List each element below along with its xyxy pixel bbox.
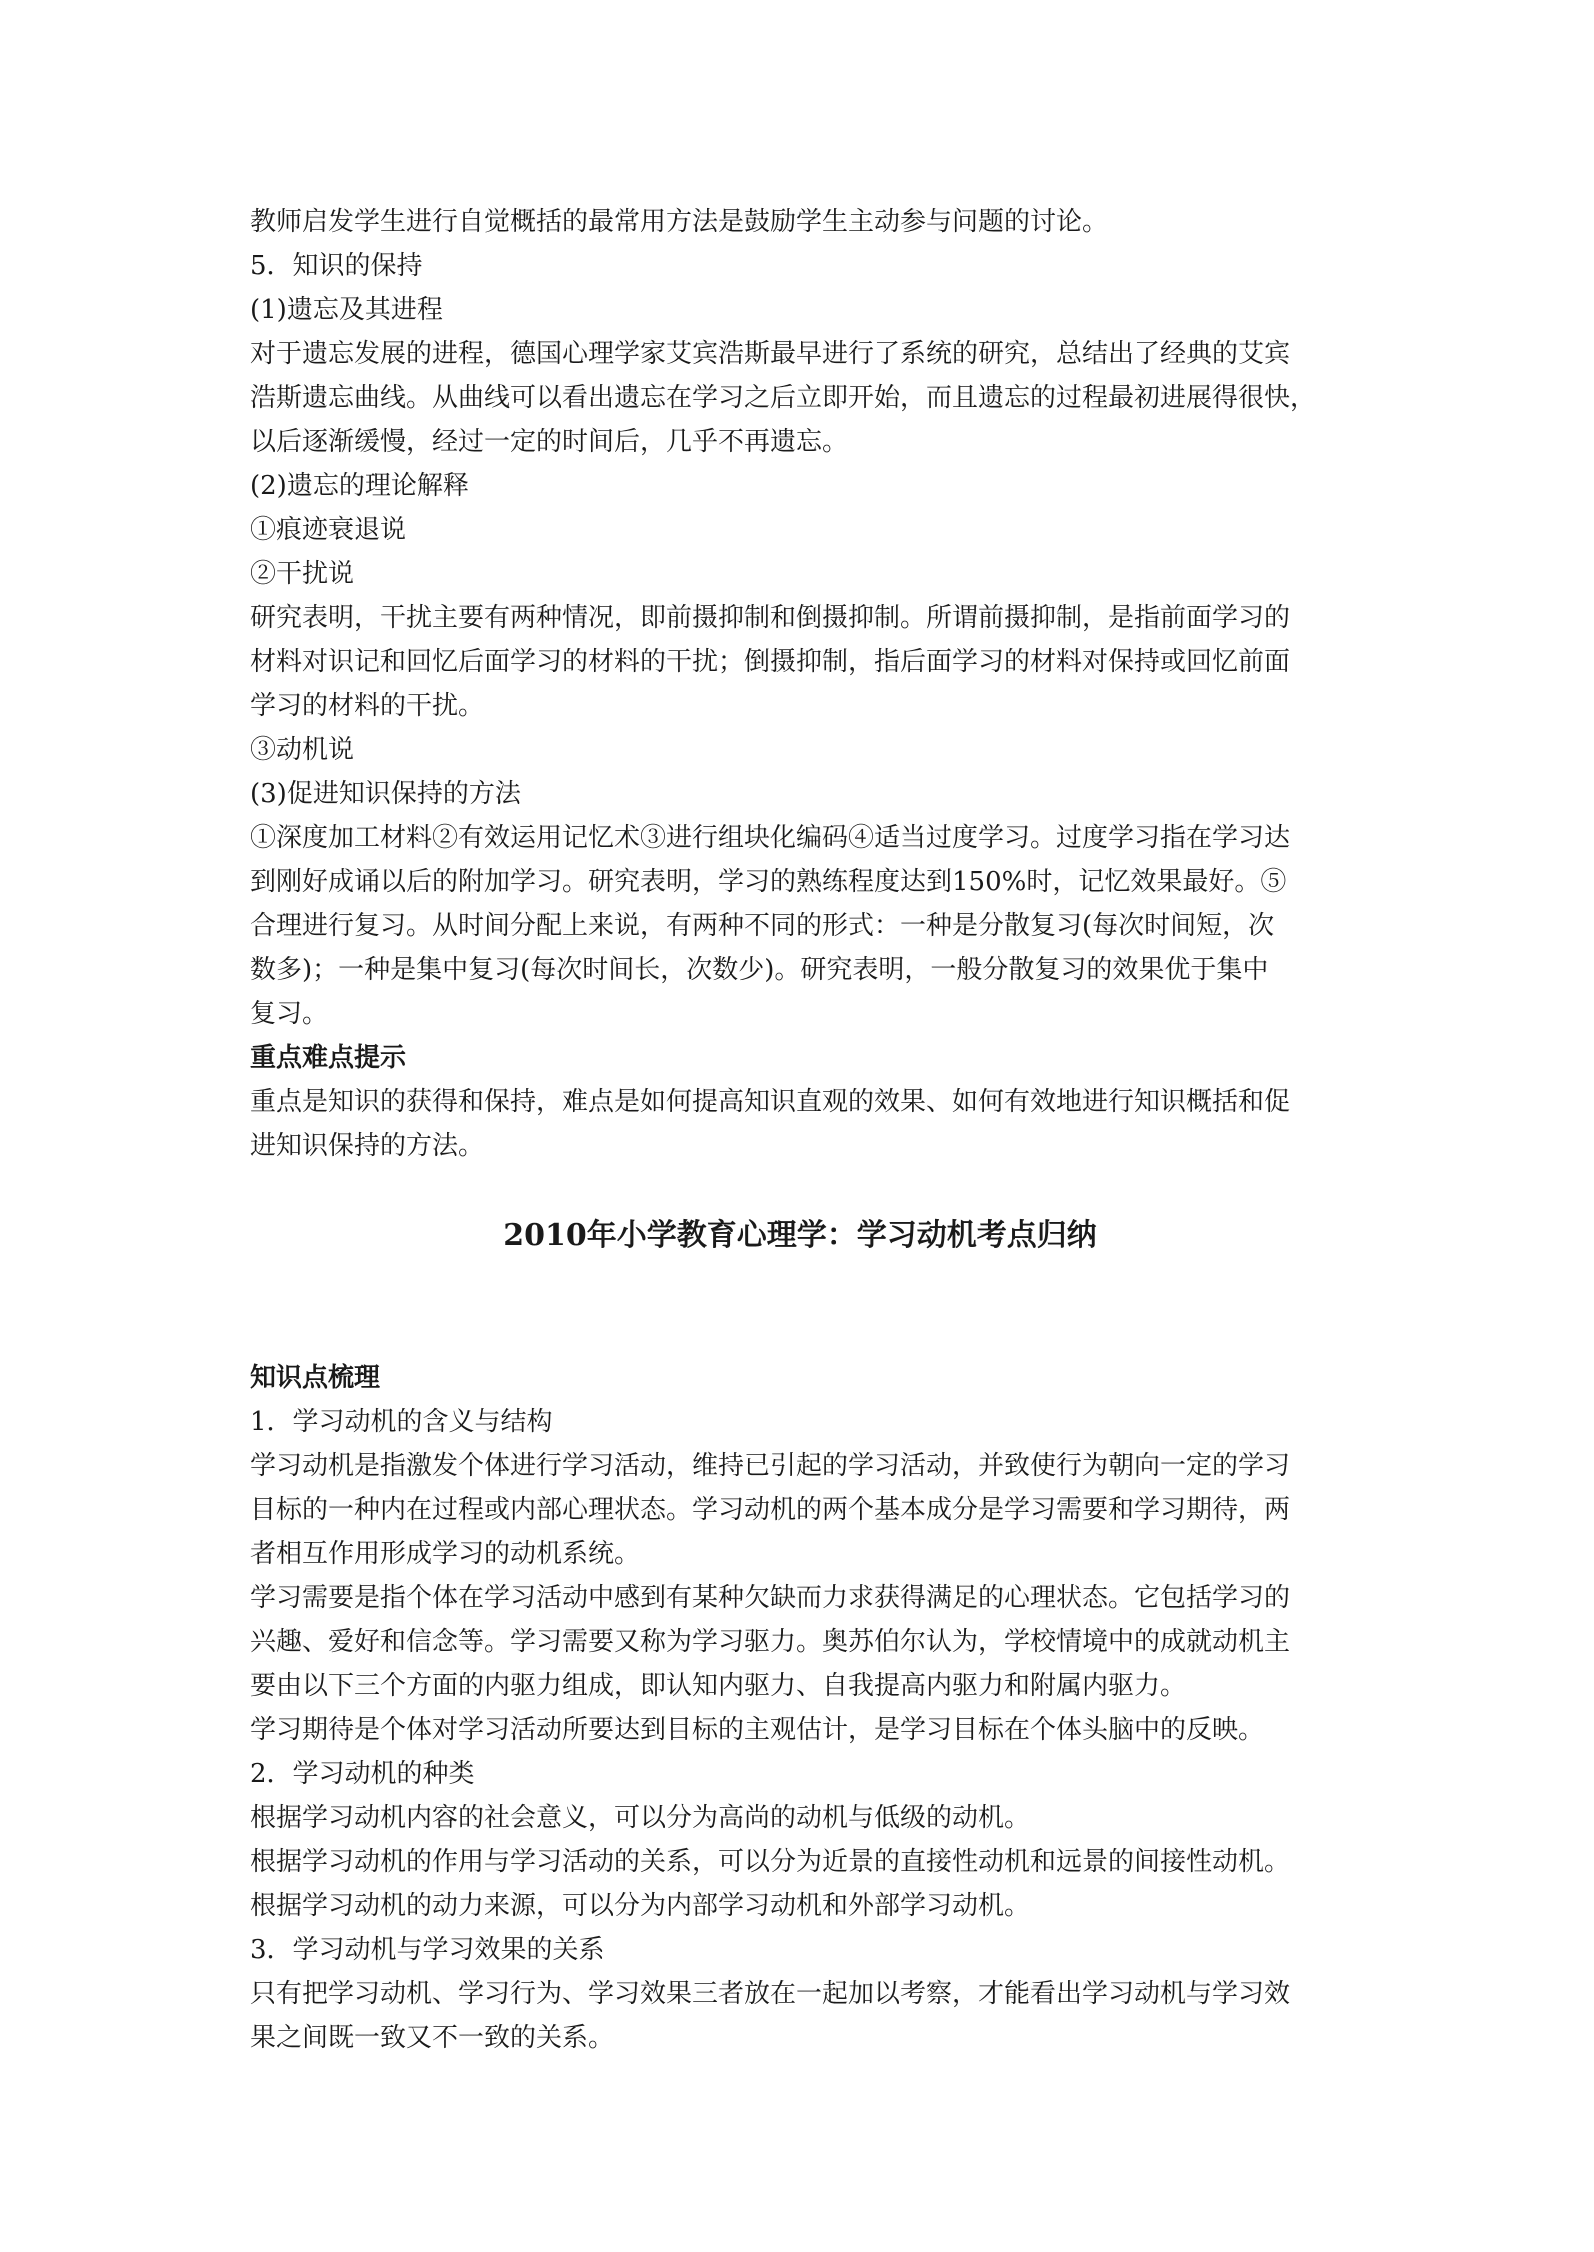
text-line: 进知识保持的方法。 <box>250 1131 485 1161</box>
text-line: 根据学习动机内容的社会意义，可以分为高尚的动机与低级的动机。 <box>250 1803 1031 1833</box>
section-heading-key-points: 重点难点提示 <box>250 1043 407 1073</box>
text-line: 2．学习动机的种类 <box>250 1759 475 1789</box>
text-line: 材料对识记和回忆后面学习的材料的干扰；倒摄抑制，指后面学习的材料对保持或回忆前面 <box>250 647 1291 677</box>
text-line: 目标的一种内在过程或内部心理状态。学习动机的两个基本成分是学习需要和学习期待，两 <box>250 1495 1291 1525</box>
text-line: 1．学习动机的含义与结构 <box>250 1407 553 1437</box>
text-line: 学习的材料的干扰。 <box>250 691 485 721</box>
text-line: 3．学习动机与学习效果的关系 <box>250 1935 605 1965</box>
text-line: 以后逐渐缓慢，经过一定的时间后，几乎不再遗忘。 <box>250 427 849 457</box>
text-line: 数多)；一种是集中复习(每次时间长，次数少)。研究表明，一般分散复习的效果优于集中 <box>250 955 1269 985</box>
section-knowledge-retention <box>250 200 1350 1168</box>
text-line: 重点是知识的获得和保持，难点是如何提高知识直观的效果、如何有效地进行知识概括和促 <box>250 1087 1291 1117</box>
text-line: ①痕迹衰退说 <box>250 515 407 545</box>
text-line: 研究表明，干扰主要有两种情况，即前摄抑制和倒摄抑制。所谓前摄抑制，是指前面学习的 <box>250 603 1291 633</box>
text-line: ②干扰说 <box>250 559 355 589</box>
section-learning-motivation <box>250 1356 1350 2060</box>
text-line: 合理进行复习。从时间分配上来说，有两种不同的形式：一种是分散复习(每次时间短，次 <box>250 911 1275 941</box>
text-line: 学习需要是指个体在学习活动中感到有某种欠缺而力求获得满足的心理状态。它包括学习的 <box>250 1583 1291 1613</box>
section-heading-knowledge-points: 知识点梳理 <box>250 1363 381 1393</box>
text-line: 要由以下三个方面的内驱力组成，即认知内驱力、自我提高内驱力和附属内驱力。 <box>250 1671 1187 1701</box>
text-line: 5．知识的保持 <box>250 251 423 281</box>
text-line: 对于遗忘发展的进程，德国心理学家艾宾浩斯最早进行了系统的研究，总结出了经典的艾宾 <box>250 339 1291 369</box>
text-line: ③动机说 <box>250 735 355 765</box>
text-line: 果之间既一致又不一致的关系。 <box>250 2023 615 2053</box>
text-line: 学习动机是指激发个体进行学习活动，维持已引起的学习活动，并致使行为朝向一定的学习 <box>250 1451 1291 1481</box>
text-line: (3)促进知识保持的方法 <box>250 779 521 809</box>
text-line: (1)遗忘及其进程 <box>250 295 443 325</box>
text-line: 浩斯遗忘曲线。从曲线可以看出遗忘在学习之后立即开始，而且遗忘的过程最初进展得很快， <box>250 383 1317 413</box>
text-line: (2)遗忘的理论解释 <box>250 471 469 501</box>
text-line: 学习期待是个体对学习活动所要达到目标的主观估计，是学习目标在个体头脑中的反映。 <box>250 1715 1265 1745</box>
text-line: 兴趣、爱好和信念等。学习需要又称为学习驱力。奥苏伯尔认为，学校情境中的成就动机主 <box>250 1627 1291 1657</box>
text-line: 只有把学习动机、学习行为、学习效果三者放在一起加以考察，才能看出学习动机与学习效 <box>250 1979 1291 2009</box>
document-title: 2010年小学教育心理学：学习动机考点归纳 <box>503 1218 1097 1253</box>
document-content <box>250 200 1350 2060</box>
text-line: 复习。 <box>250 999 329 1029</box>
text-line: 教师启发学生进行自觉概括的最常用方法是鼓励学生主动参与问题的讨论。 <box>250 207 1109 237</box>
text-line: 到刚好成诵以后的附加学习。研究表明，学习的熟练程度达到150%时，记忆效果最好。⑤ <box>250 867 1287 897</box>
text-line: 者相互作用形成学习的动机系统。 <box>250 1539 641 1569</box>
text-line: ①深度加工材料②有效运用记忆术③进行组块化编码④适当过度学习。过度学习指在学习达 <box>250 823 1291 853</box>
text-line: 根据学习动机的作用与学习活动的关系，可以分为近景的直接性动机和远景的间接性动机。 <box>250 1847 1291 1877</box>
text-line: 根据学习动机的动力来源，可以分为内部学习动机和外部学习动机。 <box>250 1891 1031 1921</box>
